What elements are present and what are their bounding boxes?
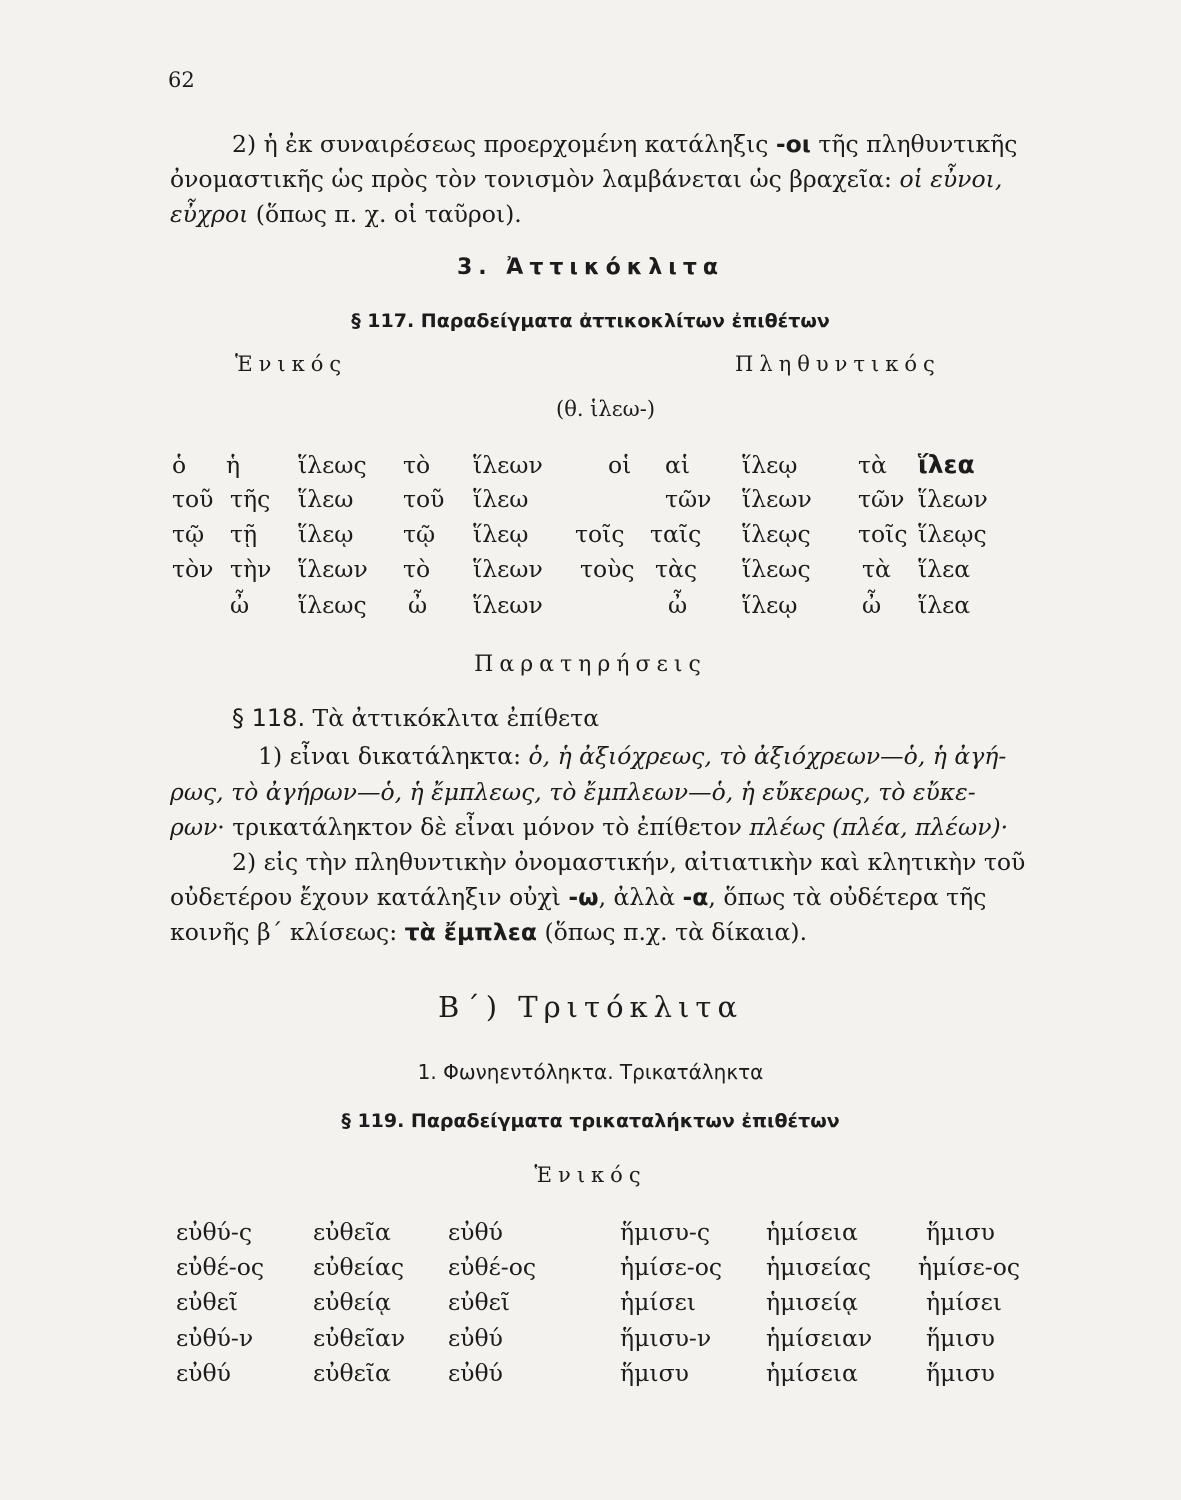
table-cell: ἵλεῳ xyxy=(298,520,354,548)
paragraph-line xyxy=(232,130,1017,158)
text-run-italic: οἱ εὖνοι, xyxy=(899,165,1003,193)
table-cell: ταῖς xyxy=(650,520,702,548)
text-run: (ὅπως π.χ. τὰ δίκαια). xyxy=(536,918,808,946)
text-run-bold: -οι xyxy=(775,130,811,158)
paragraph-heading: § 117. Παραδείγματα ἀττικοκλίτων ἐπιθέτων xyxy=(351,310,830,332)
table-cell: ἵλεω xyxy=(298,485,354,513)
table-cell: τῆς xyxy=(230,485,271,513)
text-run: οὐδετέρου ἔχουν κατάληξιν οὐχὶ xyxy=(170,883,569,911)
table-cell: τὰ xyxy=(862,555,891,583)
table-cell: τῶν xyxy=(665,485,712,513)
table-cell: ἡμίσει xyxy=(926,1288,1002,1316)
table-cell: ἥμισυ xyxy=(926,1359,995,1387)
text-run: · τρικατάληκτον δὲ εἶναι μόνον τὸ ἐπίθετον xyxy=(217,813,750,841)
table-cell: εὐθείας xyxy=(313,1253,405,1281)
paragraph-line: 2) εἰς τὴν πληθυντικὴν ὀνομαστικήν, αἰτιατικὴν καὶ κλητικὴν τοῦ xyxy=(232,848,1026,876)
page-number: 62 xyxy=(168,68,195,92)
table-cell: ἵλεα xyxy=(918,450,975,479)
table-cell: ἥμισυ-ς xyxy=(620,1218,710,1246)
paragraph-line xyxy=(258,742,1006,770)
section-heading: 3. Ἀττικόκλιτα xyxy=(456,255,725,280)
text-run: (ὅπως π. χ. οἱ ταῦροι). xyxy=(248,200,522,228)
table-cell: εὐθεῖαν xyxy=(313,1324,406,1352)
text-run-italic: ρων xyxy=(170,813,218,841)
table-cell: ἡμισείας xyxy=(766,1253,872,1281)
table-cell: ἵλεα xyxy=(918,591,971,619)
table-cell: ἥμισυ xyxy=(926,1324,995,1352)
table-cell: ἵλεῳ xyxy=(742,591,798,619)
table-cell: ἵλεων xyxy=(298,555,368,583)
text-run-italic: πλέως (πλέα, πλέων)· xyxy=(749,813,1009,841)
table-cell: ὦ xyxy=(408,591,428,619)
table-cell: ἡμίσει xyxy=(620,1288,696,1316)
table-cell: ὦ xyxy=(230,591,250,619)
table-cell: τοῦ xyxy=(172,485,214,513)
table-cell: ἡμίσεια xyxy=(766,1359,858,1387)
table-cell: εὐθεῖ xyxy=(176,1288,238,1316)
table-cell: εὐθύ xyxy=(448,1359,503,1387)
text-run: τῆς πληθυντικῆς xyxy=(810,130,1018,158)
text-run: ὀνομαστικῆς ὡς πρὸς τὸν τονισμὸν λαμβάνεται ὡς βραχεῖα: xyxy=(170,165,900,193)
text-run: , ἀλλὰ xyxy=(598,883,683,911)
table-cell: ἡμισείᾳ xyxy=(766,1288,858,1316)
table-cell: οἱ xyxy=(608,451,632,479)
text-run: § 118. xyxy=(232,704,306,732)
table-cell: ἵλεω xyxy=(473,485,529,513)
table-cell: εὐθύ-ς xyxy=(176,1218,252,1246)
text-run: Τὰ ἀττικόκλιτα ἐπίθετα xyxy=(305,704,600,732)
subsection-heading: 1. Φωνηεντόληκτα. Τρικατάληκτα xyxy=(417,1060,764,1084)
table-cell: εὐθύ xyxy=(176,1359,231,1387)
paragraph-line xyxy=(170,200,522,228)
table-cell: εὐθύ-ν xyxy=(176,1324,254,1352)
text-run: κοινῆς β´ κλίσεως: xyxy=(170,918,405,946)
paragraph-line xyxy=(170,813,1008,841)
table-cell: ἵλεα xyxy=(918,555,971,583)
table-cell: ἵλεων xyxy=(918,485,988,513)
paragraph-line xyxy=(170,883,986,911)
paragraph-line xyxy=(170,165,1002,193)
table-cell: ἵλεῳ xyxy=(742,451,798,479)
table-cell: τῷ xyxy=(403,520,436,548)
text-run-bold: -ω xyxy=(568,883,599,911)
column-header-plural: Πληθυντικός xyxy=(735,352,941,376)
table-cell: ἵλεῳς xyxy=(918,520,987,548)
text-run: 2) ἡ ἐκ συναιρέσεως προερχομένη κατάληξις xyxy=(232,130,776,158)
paragraph-line xyxy=(170,918,807,946)
table-cell: ἵλεως xyxy=(742,555,811,583)
table-cell: ἵλεως xyxy=(298,591,367,619)
paragraph-line xyxy=(232,704,599,732)
table-cell: τὸ xyxy=(403,451,431,479)
table-cell: ἥμισυ xyxy=(620,1359,689,1387)
table-cell: ἥμισυ-ν xyxy=(620,1324,712,1352)
text-run-bold: -α xyxy=(682,883,709,911)
table-cell: εὐθεῖα xyxy=(313,1359,391,1387)
table-cell: εὐθέ-ος xyxy=(448,1253,537,1281)
table-cell: ὦ xyxy=(668,591,688,619)
table-cell: τὸν xyxy=(172,555,214,583)
table-cell: εὐθεῖα xyxy=(313,1218,391,1246)
table-cell: ἡμίσε-ος xyxy=(918,1253,1021,1281)
table-cell: εὐθείᾳ xyxy=(313,1288,391,1316)
table-cell: ἵλεων xyxy=(742,485,812,513)
table-cell: εὐθεῖ xyxy=(448,1288,510,1316)
table-cell: τῷ xyxy=(172,520,205,548)
table-cell: ὦ xyxy=(862,591,882,619)
table-cell: ἡμίσε-ος xyxy=(620,1253,723,1281)
column-header-singular: Ἑνικός xyxy=(235,352,348,376)
column-header-singular: Ἑνικός xyxy=(534,1163,647,1187)
table-cell: τοὺς xyxy=(580,555,635,583)
table-cell: ὁ xyxy=(172,451,187,479)
text-run-italic: εὖχροι xyxy=(170,200,249,228)
table-cell: τὰς xyxy=(655,555,698,583)
table-cell: ἵλεων xyxy=(473,555,543,583)
table-cell: ἵλεῳς xyxy=(742,520,811,548)
table-cell: ἵλεῳ xyxy=(473,520,529,548)
table-cell: τοῖς xyxy=(575,520,625,548)
text-run: 1) εἶναι δικατάληκτα: xyxy=(258,742,529,770)
theme-note: (θ. ἱλεω-) xyxy=(556,397,656,421)
paragraph-heading: § 119. Παραδείγματα τρικαταλήκτων ἐπιθέτων xyxy=(341,1110,840,1132)
text-run-italic: ρως, τὸ ἀγήρων—ὁ, ἡ ἔμπλεως, τὸ ἔμπλεων—ὁ, ἡ εὔκερως, τὸ εὔκε- xyxy=(170,778,976,806)
table-cell: τοῖς xyxy=(858,520,908,548)
table-cell: ἡμίσεια xyxy=(766,1218,858,1246)
table-cell: ἵλεων xyxy=(473,591,543,619)
table-cell: τὸ xyxy=(403,555,431,583)
table-cell: ἥμισυ xyxy=(926,1218,995,1246)
text-run-italic: ὁ, ἡ ἀξιόχρεως, τὸ ἀξιόχρεων—ὁ, ἡ ἀγή- xyxy=(528,742,1007,770)
table-cell: τὴν xyxy=(230,555,272,583)
table-cell: εὐθύ xyxy=(448,1324,503,1352)
table-cell: ἵλεων xyxy=(473,451,543,479)
text-run: , ὅπως τὰ οὐδέτερα τῆς xyxy=(708,883,987,911)
table-cell: εὐθέ-ος xyxy=(176,1253,265,1281)
table-cell: εὐθύ xyxy=(448,1218,503,1246)
table-cell: ἡ xyxy=(226,451,241,479)
table-cell: τῇ xyxy=(230,520,258,548)
chapter-heading: Β´) Τριτόκλιτα xyxy=(437,990,744,1024)
table-cell: ἡμίσειαν xyxy=(766,1324,873,1352)
paragraph-line xyxy=(170,778,976,806)
table-cell: τοῦ xyxy=(403,485,445,513)
text-run-bold: τὰ ἔμπλεα xyxy=(404,918,537,946)
table-cell: αἱ xyxy=(665,451,691,479)
table-cell: ἵλεως xyxy=(298,451,367,479)
table-cell: τὰ xyxy=(858,451,887,479)
observations-heading: Παρατηρήσεις xyxy=(474,652,707,677)
table-cell: τῶν xyxy=(858,485,905,513)
